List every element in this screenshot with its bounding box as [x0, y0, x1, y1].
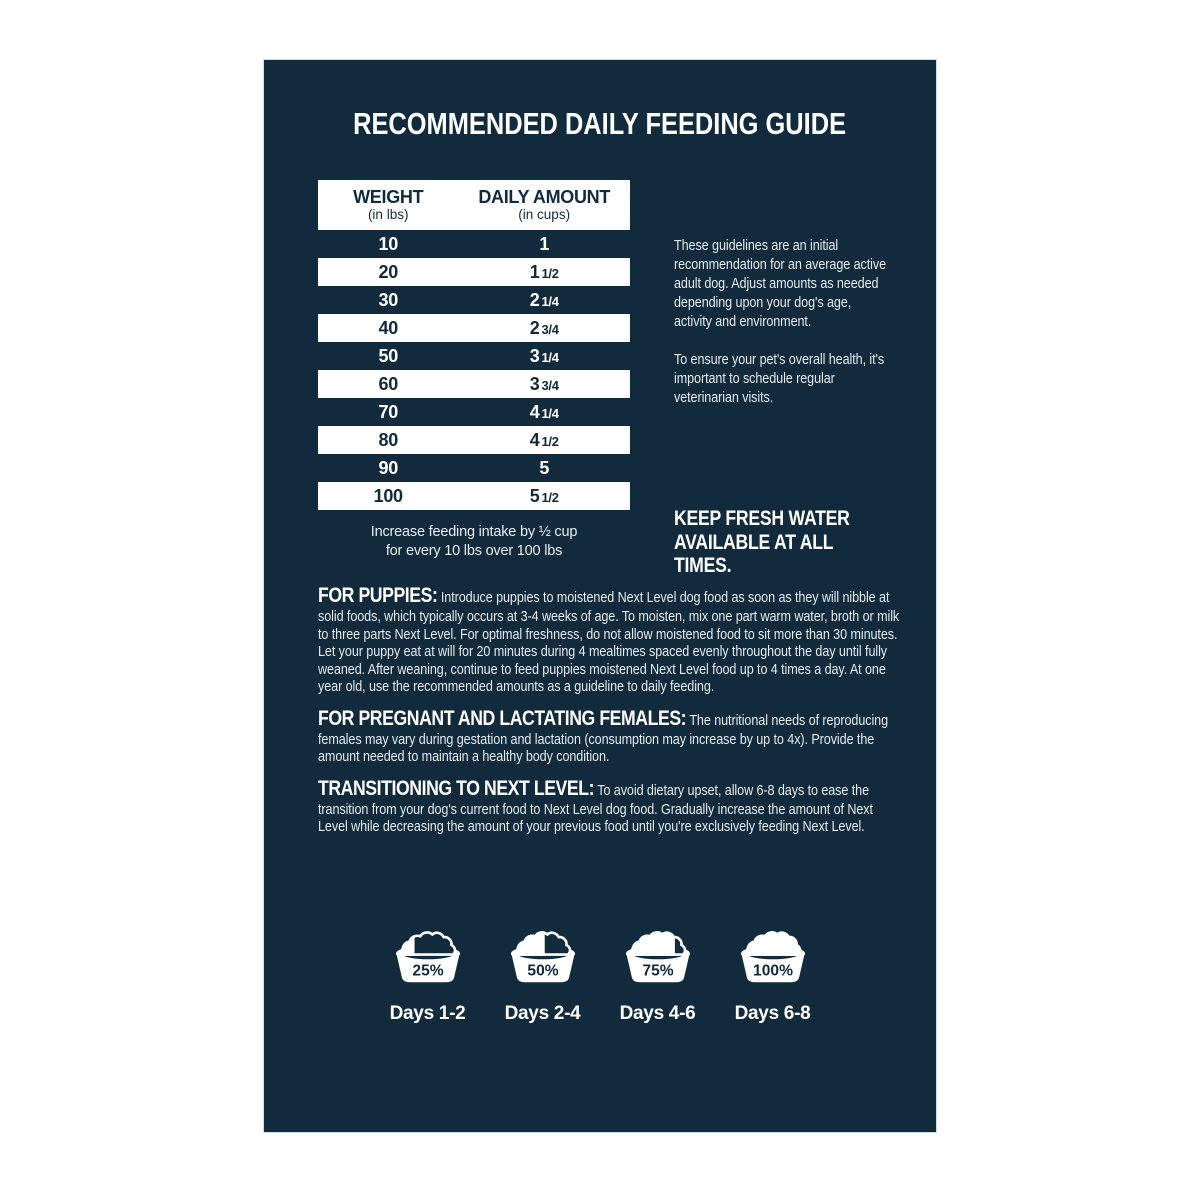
amount-cell: 4 1/4 — [529, 401, 559, 422]
weight-cell: 100 — [373, 485, 403, 506]
table-header — [318, 180, 630, 230]
amount-cell: 3 1/4 — [529, 345, 559, 366]
bowl-days-label: Days 2-4 — [504, 1003, 581, 1024]
amount-cell: 5 — [539, 457, 550, 478]
table-row — [318, 398, 630, 426]
section-heading: FOR PREGNANT AND LACTATING FEMALES: — [318, 706, 687, 730]
transition-stage — [619, 930, 697, 1025]
section-heading: FOR PUPPIES: — [318, 584, 438, 607]
amount-column-header: DAILY AMOUNT (in cups) — [478, 187, 611, 222]
feeding-table — [318, 180, 630, 560]
table-row — [318, 314, 630, 342]
water-notice: KEEP FRESH WATER AVAILABLE AT ALL TIMES. — [674, 507, 850, 577]
amount-fraction: 1/4 — [541, 349, 559, 365]
vet-visits-paragraph: To ensure your pet's overall health, it's important to schedule regular veterinarian visits. — [674, 351, 885, 406]
dog-bowl-icon — [734, 930, 812, 986]
footnote-line-2: for every 10 lbs over 100 lbs — [385, 542, 563, 559]
weight-cell: 40 — [378, 317, 398, 338]
amount-fraction: 1/2 — [541, 265, 559, 281]
amount-fraction: 1/2 — [541, 433, 559, 449]
section-body: The nutritional needs of reproducing females may vary during gestation and lactation (consumption may increase by up to 4x). Provide the amount needed to maintain a healthy body condition. — [318, 711, 889, 765]
section-body: To avoid dietary upset, allow 6-8 days to ease the transition from your dog's current food to Next Level dog food. Gradually increase the amount of Next Level while decreasing the amount of your previous food until you're exclusively feeding Next Level. — [318, 781, 873, 835]
weight-cell: 80 — [378, 429, 398, 450]
footnote-line-1: Increase feeding intake by ½ cup — [370, 524, 578, 540]
transition-stage — [734, 930, 812, 1025]
amount-cell: 2 1/4 — [529, 289, 559, 310]
table-row — [318, 426, 630, 454]
section-transitioning — [318, 777, 906, 836]
table-row — [318, 230, 630, 258]
table-row — [318, 370, 630, 398]
amount-cell: 2 3/4 — [529, 317, 559, 338]
bowl-percent-label: 100% — [752, 962, 793, 980]
bowl-percent-label: 25% — [411, 962, 444, 980]
amount-cell: 4 1/2 — [529, 429, 559, 450]
weight-cell: 20 — [378, 261, 398, 282]
table-footnote — [318, 523, 630, 560]
section-pregnant-lactating — [318, 707, 906, 766]
transition-bowls-row — [264, 930, 936, 1025]
table-row — [318, 286, 630, 314]
amount-cell: 1 1/2 — [529, 261, 559, 282]
guidelines-paragraph: These guidelines are an initial recommendation for an average active adult dog. Adjust amounts as needed depending upon your dog's age, activity and environment. — [674, 237, 886, 330]
weight-column-header: WEIGHT (in lbs) — [353, 187, 424, 222]
bowl-percent-label: 50% — [526, 962, 559, 980]
transition-stage — [389, 930, 467, 1025]
table-row — [318, 482, 630, 510]
section-for-puppies — [318, 584, 906, 696]
page-title — [264, 107, 936, 141]
section-body: Introduce puppies to moistened Next Level dog food as soon as they will nibble at solid foods, which typically occurs at 3-4 weeks of age. To moisten, mix one part warm water, broth or milk to three parts Next Level. For optimal freshness, do not allow moistened food to sit more than 30 minutes. Let your puppy eat at will for 20 minutes during 4 mealtimes spaced evenly throughout the day until fully weaned. After weaning, continue to feed puppies moistened Next Level food up to 4 times a day. At one year old, use the recommended amounts as a guideline to daily feeding. — [318, 589, 900, 695]
instruction-sections — [318, 584, 906, 847]
table-row — [318, 342, 630, 370]
amount-fraction: 1/2 — [541, 489, 559, 505]
table-row — [318, 454, 630, 482]
amount-fraction: 1/4 — [541, 293, 559, 309]
feeding-guide-panel — [264, 60, 936, 1132]
amount-fraction: 1/4 — [541, 405, 559, 421]
amount-cell: 1 — [539, 233, 550, 254]
transition-stage — [504, 930, 582, 1025]
weight-cell: 10 — [378, 233, 398, 254]
page-title-text: RECOMMENDED DAILY FEEDING GUIDE — [353, 106, 847, 141]
weight-cell: 70 — [378, 401, 398, 422]
bowl-days-label: Days 4-6 — [619, 1003, 696, 1024]
weight-cell: 60 — [378, 373, 398, 394]
table-body — [318, 230, 630, 510]
dog-bowl-icon — [504, 930, 582, 986]
amount-fraction: 3/4 — [541, 377, 559, 393]
amount-cell: 5 1/2 — [529, 485, 559, 506]
dog-bowl-icon — [389, 930, 467, 986]
weight-cell: 30 — [378, 289, 398, 310]
bowl-days-label: Days 6-8 — [734, 1003, 811, 1024]
dog-bowl-icon — [619, 930, 697, 986]
table-row — [318, 258, 630, 286]
weight-cell: 90 — [378, 457, 398, 478]
section-heading: TRANSITIONING TO NEXT LEVEL: — [318, 776, 595, 800]
weight-cell: 50 — [378, 345, 398, 366]
bowl-days-label: Days 1-2 — [389, 1003, 466, 1024]
bowl-percent-label: 75% — [641, 962, 674, 980]
amount-fraction: 3/4 — [541, 321, 559, 337]
amount-cell: 3 3/4 — [529, 373, 559, 394]
